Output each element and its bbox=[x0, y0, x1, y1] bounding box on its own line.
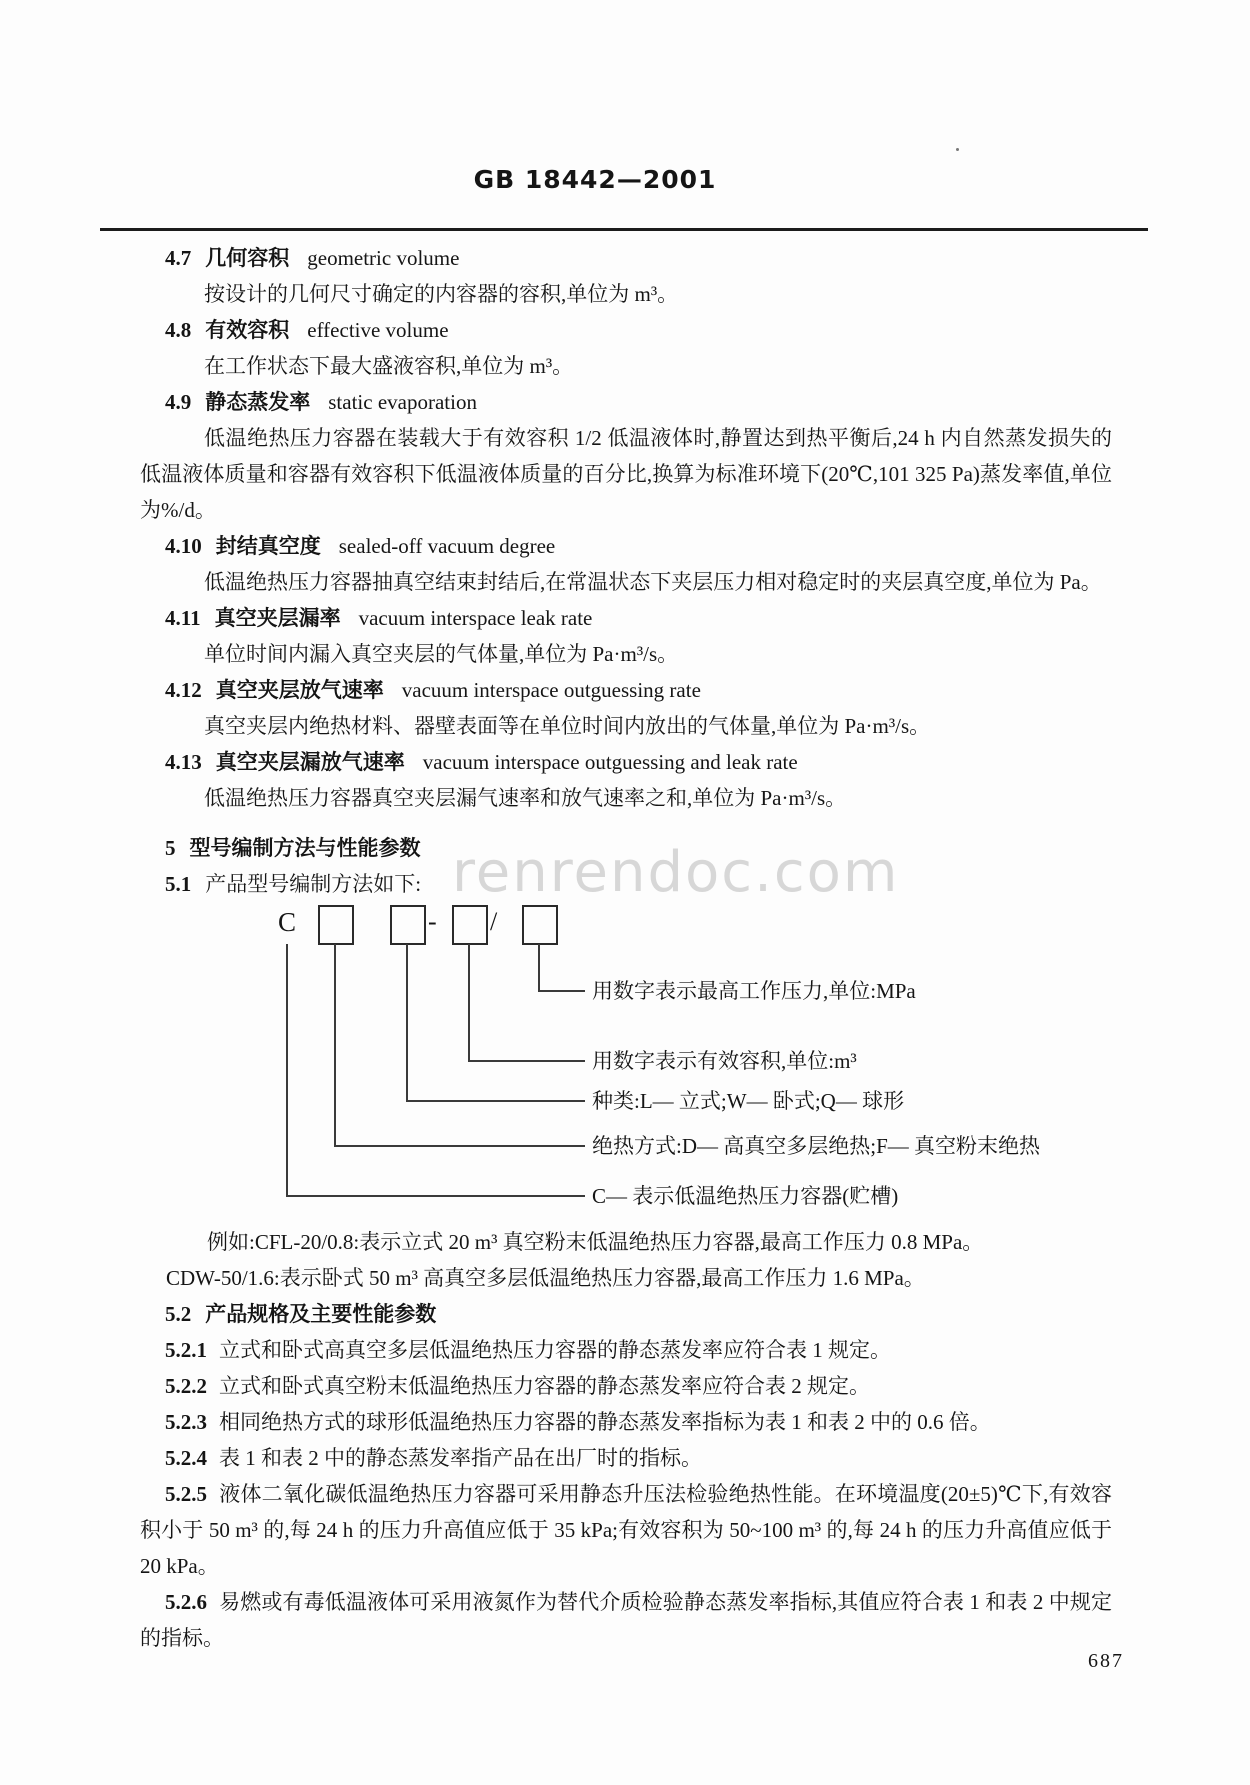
clause-5-2-number: 5.2 bbox=[165, 1302, 192, 1326]
term-english: vacuum interspace outguessing and leak rate bbox=[422, 750, 798, 774]
section5-heading bbox=[140, 830, 1112, 866]
subclause-number: 5.2.3 bbox=[165, 1410, 207, 1434]
subclause bbox=[140, 1584, 1112, 1656]
model-code-slash: / bbox=[490, 907, 498, 936]
clause-heading bbox=[140, 744, 1112, 780]
callout-connector-5 bbox=[286, 1195, 585, 1197]
subclause-number: 5.2.6 bbox=[165, 1590, 207, 1614]
term-chinese: 真空夹层漏率 bbox=[214, 606, 341, 630]
clause-number: 4.10 bbox=[165, 534, 202, 558]
clause-5-2-title: 产品规格及主要性能参数 bbox=[205, 1302, 437, 1326]
callout-line-prefix bbox=[286, 944, 288, 1197]
subclause-number: 5.2.2 bbox=[165, 1374, 207, 1398]
term-english: geometric volume bbox=[307, 246, 460, 270]
clause-heading bbox=[140, 672, 1112, 708]
clause-number: 4.7 bbox=[165, 246, 192, 270]
scan-artifact-dot bbox=[956, 148, 959, 151]
term-english: effective volume bbox=[307, 318, 449, 342]
callout-line-box2 bbox=[406, 944, 408, 1102]
clause-body: 按设计的几何尺寸确定的内容器的容积,单位为 m³。 bbox=[204, 282, 679, 306]
clause-heading bbox=[140, 528, 1112, 564]
subclause bbox=[140, 1368, 1112, 1404]
callout-connector-4 bbox=[334, 1145, 585, 1147]
subclause-text: 易燃或有毒低温液体可采用液氮作为替代介质检验静态蒸发率指标,其值应符合表 1 和表 2 中规定的指标。 bbox=[140, 1590, 1112, 1650]
callout-line-box3 bbox=[468, 944, 470, 1062]
model-code-box-3 bbox=[452, 905, 488, 945]
clause-body: 单位时间内漏入真空夹层的气体量,单位为 Pa·m³/s。 bbox=[204, 642, 679, 666]
subclauses-section bbox=[140, 1332, 1112, 1656]
clause-body: 低温绝热压力容器在装载大于有效容积 1/2 低温液体时,静置达到热平衡后,24 h 内自然蒸发损失的低温液体质量和容器有效容积下低温液体质量的百分比,换算为标准环境下(20℃,101 325 Pa)蒸发率值,单位为%/d。 bbox=[140, 426, 1112, 522]
term-chinese: 静态蒸发率 bbox=[205, 390, 311, 414]
clause-heading bbox=[140, 384, 1112, 420]
model-code-hyphen: - bbox=[428, 907, 437, 936]
subclause-text: 立式和卧式高真空多层低温绝热压力容器的静态蒸发率应符合表 1 规定。 bbox=[219, 1338, 891, 1362]
term-english: static evaporation bbox=[328, 390, 477, 414]
header-rule bbox=[100, 228, 1148, 231]
callout-connector-2 bbox=[468, 1060, 585, 1062]
term-english: vacuum interspace leak rate bbox=[358, 606, 593, 630]
subclause-text: 相同绝热方式的球形低温绝热压力容器的静态蒸发率指标为表 1 和表 2 中的 0.6 倍。 bbox=[219, 1410, 991, 1434]
model-designation-diagram bbox=[140, 902, 1112, 1224]
model-code-box-2 bbox=[390, 905, 426, 945]
clause-body: 在工作状态下最大盛液容积,单位为 m³。 bbox=[204, 354, 574, 378]
subclause bbox=[140, 1332, 1112, 1368]
clause-body: 低温绝热压力容器抽真空结束封结后,在常温状态下夹层压力相对稳定时的夹层真空度,单位为 Pa。 bbox=[204, 570, 1102, 594]
term-chinese: 封结真空度 bbox=[215, 534, 321, 558]
subclause-number: 5.2.4 bbox=[165, 1446, 207, 1470]
callout-connector-3 bbox=[406, 1100, 585, 1102]
term-chinese: 真空夹层放气速率 bbox=[215, 678, 384, 702]
callout-line-box4 bbox=[538, 944, 540, 992]
model-prefix-letter: C bbox=[278, 907, 297, 937]
clause-5-1 bbox=[140, 866, 1112, 902]
clause-5-1-text: 产品型号编制方法如下: bbox=[205, 872, 422, 896]
subclause bbox=[140, 1404, 1112, 1440]
section5-number: 5 bbox=[165, 836, 176, 860]
section5-title: 型号编制方法与性能参数 bbox=[189, 836, 421, 860]
callout-connector-1 bbox=[538, 990, 585, 992]
model-code-box-4 bbox=[522, 905, 558, 945]
standard-number: GB 18442—2001 bbox=[473, 165, 717, 194]
model-code-box-1 bbox=[318, 905, 354, 945]
term-chinese: 有效容积 bbox=[205, 318, 290, 342]
callout-prefix-meaning: C— 表示低温绝热压力容器(贮槽) bbox=[592, 1184, 899, 1208]
clause-heading bbox=[140, 240, 1112, 276]
page-content bbox=[140, 240, 1112, 1656]
subclause bbox=[140, 1476, 1112, 1584]
page-number: 687 bbox=[1088, 1650, 1124, 1672]
subclause-number: 5.2.1 bbox=[165, 1338, 207, 1362]
watermark: renrendoc.com bbox=[452, 840, 900, 905]
clause-body: 低温绝热压力容器真空夹层漏气速率和放气速率之和,单位为 Pa·m³/s。 bbox=[204, 786, 847, 810]
subclause-text: 立式和卧式真空粉末低温绝热压力容器的静态蒸发率应符合表 2 规定。 bbox=[219, 1374, 870, 1398]
callout-line-box1 bbox=[334, 944, 336, 1147]
clause-5-2-heading bbox=[140, 1296, 1112, 1332]
example-line-2: CDW-50/1.6:表示卧式 50 m³ 高真空多层低温绝热压力容器,最高工作压力 1.6 MPa。 bbox=[166, 1266, 925, 1290]
subclause bbox=[140, 1440, 1112, 1476]
clause-number: 4.12 bbox=[165, 678, 202, 702]
term-english: sealed-off vacuum degree bbox=[338, 534, 556, 558]
clause-number: 4.11 bbox=[165, 606, 201, 630]
callout-type: 种类:L— 立式;W— 卧式;Q— 球形 bbox=[592, 1089, 905, 1113]
callout-insulation-mode: 绝热方式:D— 高真空多层绝热;F— 真空粉末绝热 bbox=[592, 1134, 1041, 1158]
callout-max-working-pressure: 用数字表示最高工作压力,单位:MPa bbox=[592, 979, 916, 1003]
term-english: vacuum interspace outguessing rate bbox=[401, 678, 701, 702]
clause-heading bbox=[140, 312, 1112, 348]
subclause-text: 液体二氧化碳低温绝热压力容器可采用静态升压法检验绝热性能。在环境温度(20±5)℃下,有效容积小于 50 m³ 的,每 24 h 的压力升高值应低于 35 kPa;有效容积为 50~100 m³ 的,每 24 h 的压力升高值应低于 20 kPa。 bbox=[140, 1482, 1112, 1578]
subclause-text: 表 1 和表 2 中的静态蒸发率指产品在出厂时的指标。 bbox=[219, 1446, 702, 1470]
clause-5-1-number: 5.1 bbox=[165, 872, 192, 896]
clause-number: 4.9 bbox=[165, 390, 192, 414]
clause-number: 4.8 bbox=[165, 318, 192, 342]
term-chinese: 几何容积 bbox=[205, 246, 290, 270]
clause-heading bbox=[140, 600, 1112, 636]
callout-effective-volume: 用数字表示有效容积,单位:m³ bbox=[592, 1049, 857, 1073]
clause-number: 4.13 bbox=[165, 750, 202, 774]
clause-body: 真空夹层内绝热材料、器壁表面等在单位时间内放出的气体量,单位为 Pa·m³/s。 bbox=[204, 714, 931, 738]
example-line-1: 例如:CFL-20/0.8:表示立式 20 m³ 真空粉末低温绝热压力容器,最高工作压力 0.8 MPa。 bbox=[207, 1230, 984, 1254]
subclause-number: 5.2.5 bbox=[165, 1482, 207, 1506]
term-chinese: 真空夹层漏放气速率 bbox=[215, 750, 405, 774]
definitions-section bbox=[140, 240, 1112, 816]
